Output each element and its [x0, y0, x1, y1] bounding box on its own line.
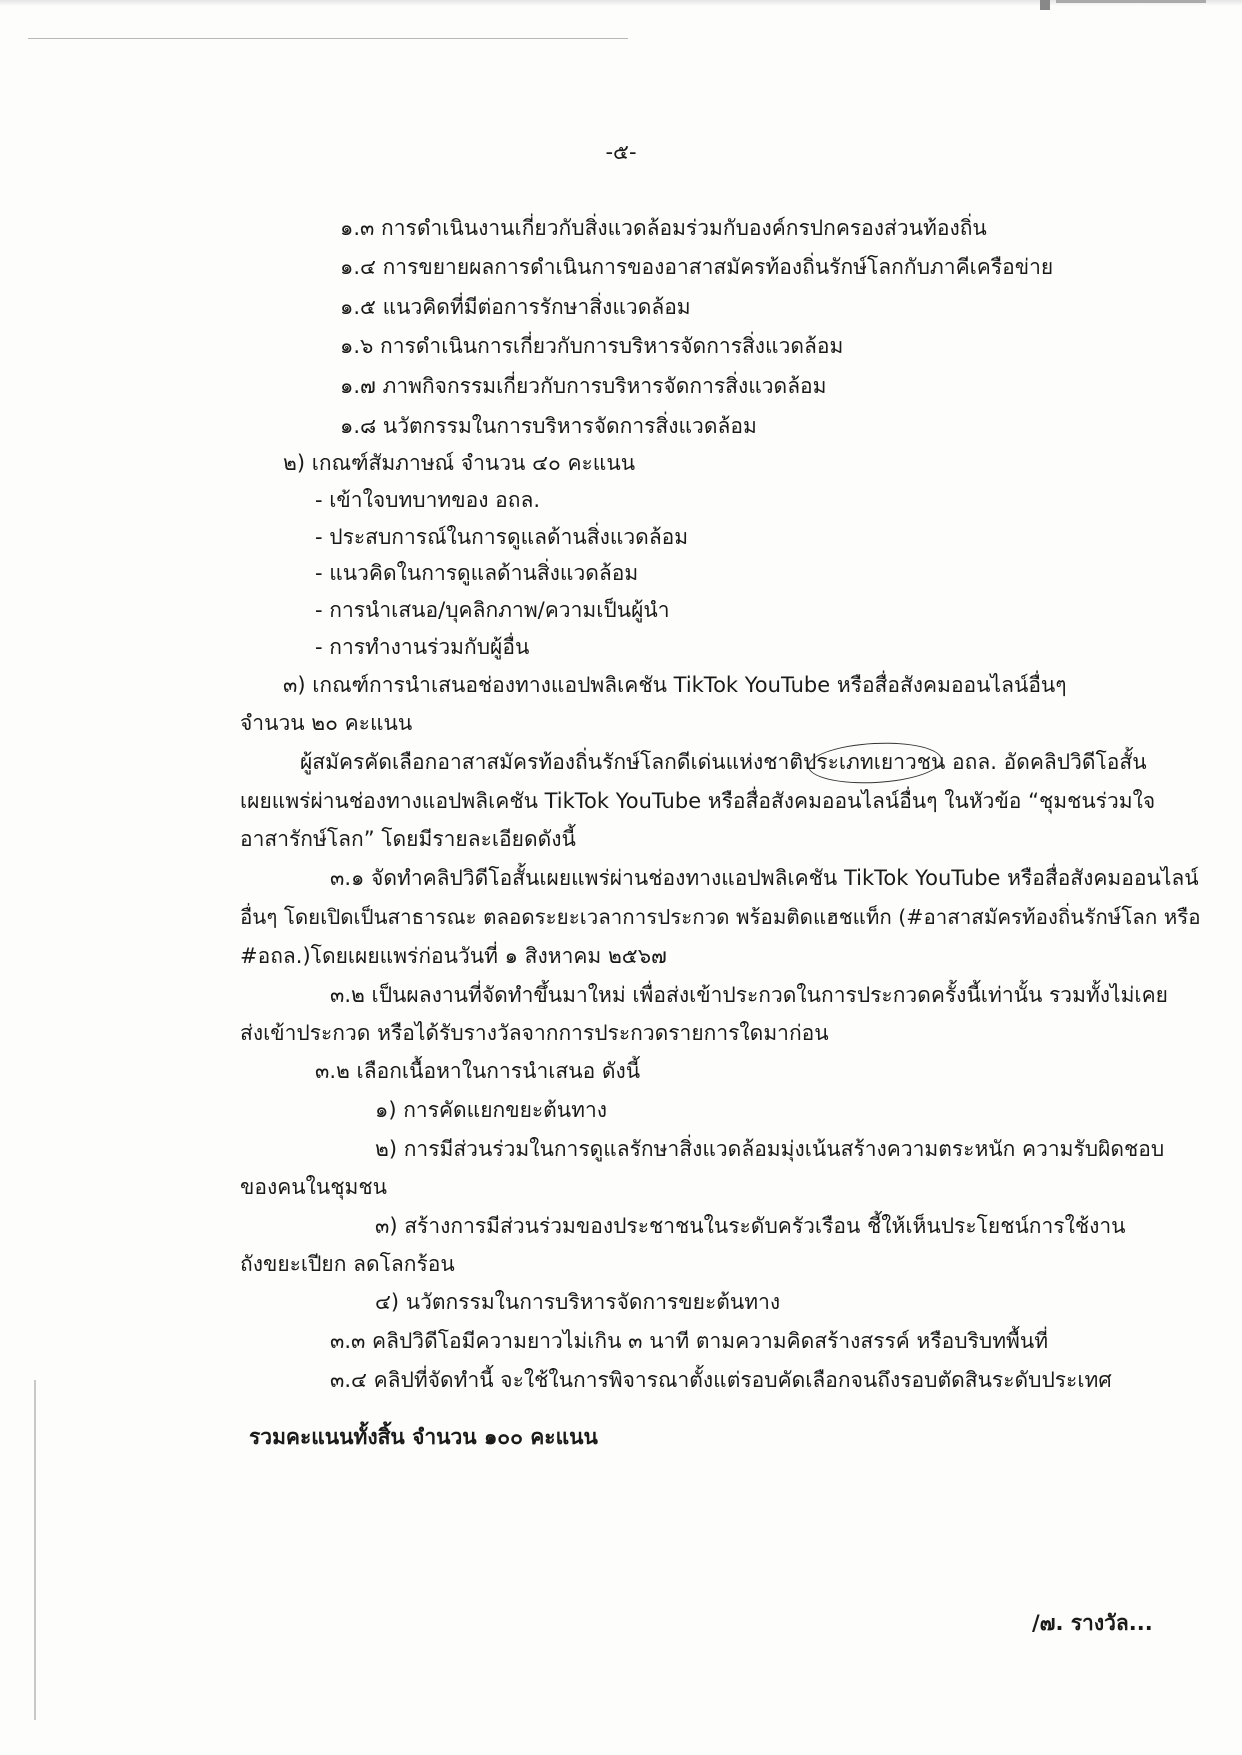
- criteria-3-intro: ผู้สมัครคัดเลือกอาสาสมัครท้องถิ่นรักษ์โลกดีเด่นแห่งชาติประเภทเยาวชน อถล. อัดคลิปวิดีโอสั้น: [300, 750, 1147, 774]
- item-3-3: ๓.๓ คลิปวิดีโอมีความยาวไม่เกิน ๓ นาที ตามความคิดสร้างสรรค์ หรือบริบทพื้นที่: [330, 1329, 1049, 1353]
- total-score: รวมคะแนนทั้งสิ้น จำนวน ๑๐๐ คะแนน: [249, 1425, 598, 1449]
- scan-artifact-line: [28, 38, 628, 39]
- item-1-5: ๑.๕ แนวคิดที่มีต่อการรักษาสิ่งแวดล้อม: [340, 295, 691, 319]
- item-1-8: ๑.๘ นวัตกรรมในการบริหารจัดการสิ่งแวดล้อม: [340, 414, 757, 438]
- item-1-4: ๑.๔ การขยายผลการดำเนินการของอาสาสมัครท้องถิ่นรักษ์โลกกับภาคีเครือข่าย: [340, 255, 1054, 279]
- item-1-6: ๑.๖ การดำเนินการเกี่ยวกับการบริหารจัดการสิ่งแวดล้อม: [340, 334, 844, 358]
- page-number: -๕-: [605, 140, 637, 164]
- item-3-1-cont: #อถล.)โดยเผยแพร่ก่อนวันที่ ๑ สิงหาคม ๒๕๖๗: [240, 944, 667, 968]
- item-3-2b: ๓.๒ เลือกเนื้อหาในการนำเสนอ ดังนี้: [315, 1059, 641, 1083]
- item-1-3: ๑.๓ การดำเนินงานเกี่ยวกับสิ่งแวดล้อมร่วมกับองค์กรปกครองส่วนท้องถิ่น: [340, 216, 987, 240]
- criteria-2-bullet: - การนำเสนอ/บุคลิกภาพ/ความเป็นผู้นำ: [315, 598, 670, 622]
- criteria-3-intro: เผยแพร่ผ่านช่องทางแอปพลิเคชัน TikTok YouTube หรือสื่อสังคมออนไลน์อื่นๆ ในหัวข้อ “ชุมชนร่วมใจ: [240, 789, 1156, 813]
- sub-item-2-cont: ของคนในชุมชน: [240, 1175, 387, 1199]
- criteria-2-bullet: - เข้าใจบทบาทของ อถล.: [315, 488, 541, 512]
- scan-artifact-edge: [34, 1380, 36, 1720]
- item-1-7: ๑.๗ ภาพกิจกรรมเกี่ยวกับการบริหารจัดการสิ่งแวดล้อม: [340, 374, 827, 398]
- item-3-2: ๓.๒ เป็นผลงานที่จัดทำขึ้นมาใหม่ เพื่อส่งเข้าประกวดในการประกวดครั้งนี้เท่านั้น รวมทั้งไม่เคย: [330, 983, 1168, 1007]
- sub-item-1: ๑) การคัดแยกขยะต้นทาง: [375, 1098, 608, 1122]
- sub-item-3: ๓) สร้างการมีส่วนร่วมของประชาชนในระดับครัวเรือน ชี้ให้เห็นประโยชน์การใช้งาน: [375, 1214, 1126, 1238]
- scan-artifact-mark: [1040, 0, 1050, 10]
- criteria-2-bullet: - แนวคิดในการดูแลด้านสิ่งแวดล้อม: [315, 561, 639, 585]
- criteria-3-heading: ๓) เกณฑ์การนำเสนอช่องทางแอปพลิเคชัน TikTok YouTube หรือสื่อสังคมออนไลน์อื่นๆ: [283, 673, 1067, 697]
- criteria-2-bullet: - การทำงานร่วมกับผู้อื่น: [315, 635, 530, 659]
- item-3-2-cont: ส่งเข้าประกวด หรือได้รับรางวัลจากการประกวดรายการใดมาก่อน: [240, 1021, 829, 1045]
- criteria-2-bullet: - ประสบการณ์ในการดูแลด้านสิ่งแวดล้อม: [315, 525, 689, 549]
- continuation-marker: /๗. รางวัล...: [1032, 1611, 1153, 1635]
- sub-item-2: ๒) การมีส่วนร่วมในการดูแลรักษาสิ่งแวดล้อมมุ่งเน้นสร้างความตระหนัก ความรับผิดชอบ: [375, 1137, 1165, 1161]
- sub-item-3-cont: ถังขยะเปียก ลดโลกร้อน: [240, 1252, 455, 1276]
- criteria-2-heading: ๒) เกณฑ์สัมภาษณ์ จำนวน ๔๐ คะแนน: [283, 451, 636, 475]
- criteria-3-intro: อาสารักษ์โลก” โดยมีรายละเอียดดังนี้: [240, 827, 576, 851]
- item-3-1-cont: อื่นๆ โดยเปิดเป็นสาธารณะ ตลอดระยะเวลาการประกวด พร้อมติดแฮชแท็ก (#อาสาสมัครท้องถิ่นรักษ์โลก หรือ: [240, 905, 1201, 929]
- scan-artifact-mark: [1056, 0, 1206, 3]
- item-3-1: ๓.๑ จัดทำคลิปวิดีโอสั้นเผยแพร่ผ่านช่องทางแอปพลิเคชัน TikTok YouTube หรือสื่อสังคมออนไลน์: [330, 866, 1199, 890]
- sub-item-4: ๔) นวัตกรรมในการบริหารจัดการขยะต้นทาง: [375, 1290, 781, 1314]
- item-3-4: ๓.๔ คลิปที่จัดทำนี้ จะใช้ในการพิจารณาตั้งแต่รอบคัดเลือกจนถึงรอบตัดสินระดับประเทศ: [330, 1368, 1112, 1392]
- criteria-3-heading-cont: จำนวน ๒๐ คะแนน: [240, 711, 413, 735]
